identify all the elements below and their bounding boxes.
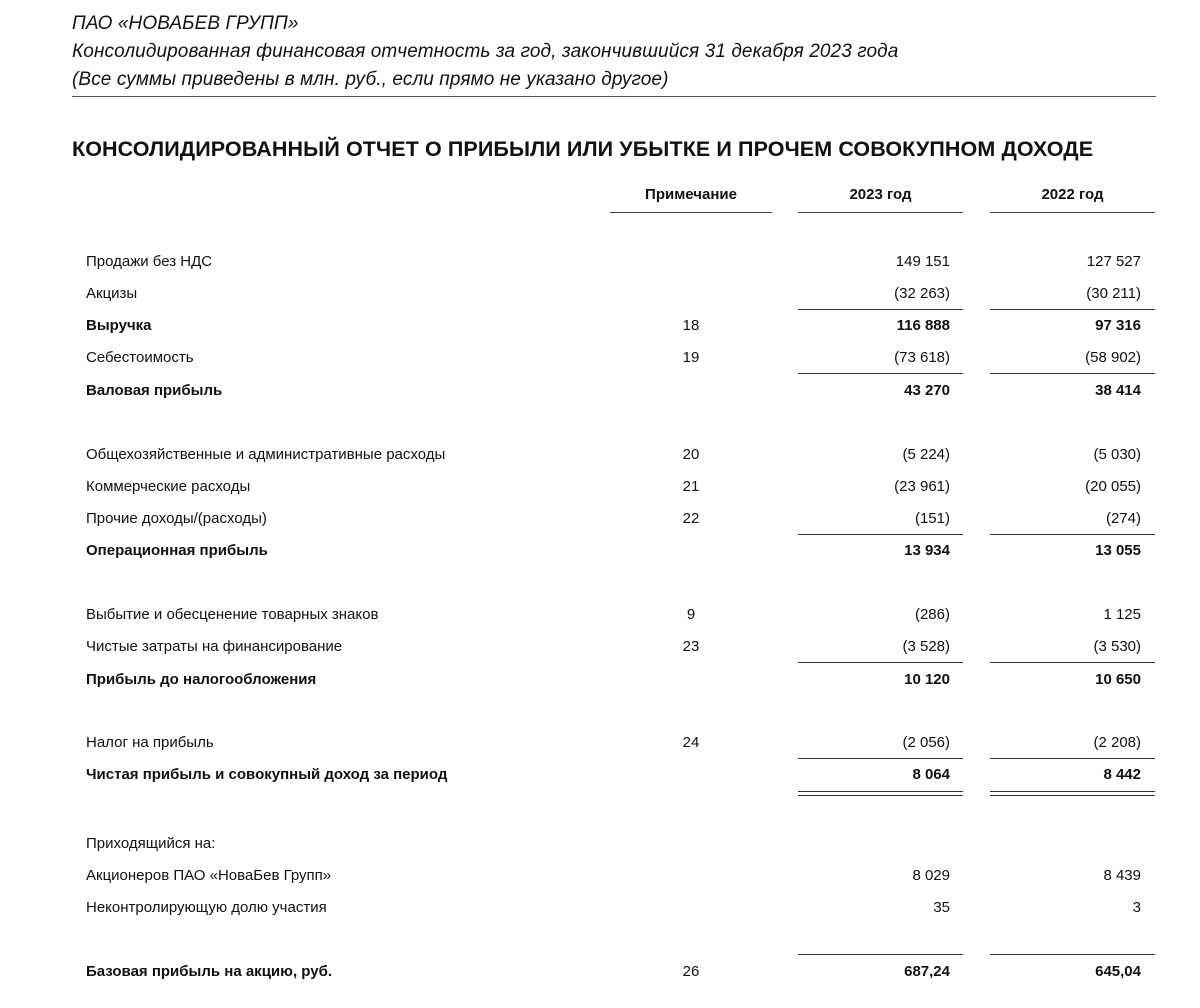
subtotal-rule xyxy=(798,758,963,759)
value-2022: 127 527 xyxy=(1086,253,1141,270)
table-row xyxy=(0,896,1200,920)
column-header-note: Примечание xyxy=(645,186,737,203)
value-2022: (58 902) xyxy=(1085,349,1141,366)
value-2023: (151) xyxy=(914,510,950,527)
value-2022: 97 316 xyxy=(1095,317,1141,334)
row-label: Базовая прибыль на акцию, руб. xyxy=(86,963,333,980)
row-note: 19 xyxy=(682,349,700,366)
total-double-rule xyxy=(798,795,963,796)
value-2022: 8 439 xyxy=(1103,867,1141,884)
table-row xyxy=(0,603,1200,627)
header-divider xyxy=(72,96,1156,97)
table-row xyxy=(0,282,1200,306)
row-label: Акционеров ПАО «НоваБев Групп» xyxy=(86,867,332,884)
document-header xyxy=(72,10,1156,94)
value-2023: 8 029 xyxy=(912,867,950,884)
table-row xyxy=(0,539,1200,563)
row-note: 20 xyxy=(682,446,700,463)
total-double-rule xyxy=(990,791,1155,792)
row-note: 9 xyxy=(686,606,696,623)
column-header-rule xyxy=(798,212,963,213)
table-row xyxy=(0,379,1200,403)
value-2022: 645,04 xyxy=(1095,963,1141,980)
row-note: 18 xyxy=(682,317,700,334)
value-2022: 38 414 xyxy=(1095,382,1141,399)
value-2022: (3 530) xyxy=(1093,638,1141,655)
row-note: 22 xyxy=(682,510,700,527)
value-2023: 10 120 xyxy=(904,671,950,688)
table-row xyxy=(0,507,1200,531)
value-2022: (20 055) xyxy=(1085,478,1141,495)
subtotal-rule xyxy=(798,534,963,535)
value-2022: 13 055 xyxy=(1095,542,1141,559)
value-2023: 13 934 xyxy=(904,542,950,559)
total-double-rule xyxy=(798,791,963,792)
value-2022: 8 442 xyxy=(1103,766,1141,783)
row-note: 26 xyxy=(682,963,700,980)
row-label: Операционная прибыль xyxy=(86,542,268,559)
value-2023: (32 263) xyxy=(894,285,950,302)
units-note: (Все суммы приведены в млн. руб., если прямо не указано другое) xyxy=(72,69,669,90)
row-label: Налог на прибыль xyxy=(86,734,214,751)
table-row xyxy=(0,443,1200,467)
row-label: Выручка xyxy=(86,317,152,334)
row-label: Чистая прибыль и совокупный доход за период xyxy=(86,766,448,783)
total-double-rule xyxy=(990,795,1155,796)
subtotal-rule xyxy=(798,954,963,955)
row-label: Акцизы xyxy=(86,285,138,302)
value-2023: 8 064 xyxy=(912,766,950,783)
row-label: Общехозяйственные и административные расходы xyxy=(86,446,446,463)
value-2023: 687,24 xyxy=(904,963,950,980)
column-header-rule xyxy=(610,212,772,213)
table-row xyxy=(0,475,1200,499)
value-2022: (5 030) xyxy=(1093,446,1141,463)
row-label: Валовая прибыль xyxy=(86,382,223,399)
value-2023: 43 270 xyxy=(904,382,950,399)
subtotal-rule xyxy=(990,373,1155,374)
value-2022: (274) xyxy=(1105,510,1141,527)
table-row xyxy=(0,832,1200,856)
subtotal-rule xyxy=(798,309,963,310)
subtotal-rule xyxy=(798,662,963,663)
table-row xyxy=(0,763,1200,787)
value-2022: (30 211) xyxy=(1086,285,1141,302)
row-label: Неконтролирующую долю участия xyxy=(86,899,327,916)
value-2023: 35 xyxy=(933,899,950,916)
table-row xyxy=(0,250,1200,274)
value-2022: 1 125 xyxy=(1103,606,1141,623)
row-label: Продажи без НДС xyxy=(86,253,213,270)
value-2022: (2 208) xyxy=(1093,734,1141,751)
value-2022: 3 xyxy=(1132,899,1141,916)
table-row xyxy=(0,346,1200,370)
subtotal-rule xyxy=(990,758,1155,759)
value-2022: 10 650 xyxy=(1095,671,1141,688)
value-2023: (2 056) xyxy=(902,734,950,751)
column-header-2022: 2022 год xyxy=(1041,186,1104,203)
value-2023: 116 888 xyxy=(896,317,950,334)
value-2023: (3 528) xyxy=(902,638,950,655)
report-title: Консолидированная финансовая отчетность за год, закончившийся 31 декабря 2023 года xyxy=(72,41,899,62)
value-2023: (73 618) xyxy=(894,349,950,366)
row-label: Себестоимость xyxy=(86,349,194,366)
row-note: 21 xyxy=(682,478,700,495)
table-row xyxy=(0,635,1200,659)
row-note: 23 xyxy=(682,638,700,655)
statement-title: КОНСОЛИДИРОВАННЫЙ ОТЧЕТ О ПРИБЫЛИ ИЛИ УБЫТКЕ И ПРОЧЕМ СОВОКУПНОМ ДОХОДЕ xyxy=(72,137,1094,161)
company-name: ПАО «НОВАБЕВ ГРУПП» xyxy=(72,13,299,34)
table-row xyxy=(0,668,1200,692)
row-label: Приходящийся на: xyxy=(86,835,216,852)
value-2023: (5 224) xyxy=(902,446,950,463)
column-header-2023: 2023 год xyxy=(849,186,912,203)
row-label: Чистые затраты на финансирование xyxy=(86,638,343,655)
subtotal-rule xyxy=(990,309,1155,310)
value-2023: 149 151 xyxy=(895,253,950,270)
subtotal-rule xyxy=(798,373,963,374)
row-label: Прочие доходы/(расходы) xyxy=(86,510,267,527)
subtotal-rule xyxy=(990,954,1155,955)
subtotal-rule xyxy=(990,662,1155,663)
row-note: 24 xyxy=(682,734,700,751)
table-row xyxy=(0,864,1200,888)
column-header-rule xyxy=(990,212,1155,213)
table-row xyxy=(0,314,1200,338)
value-2023: (23 961) xyxy=(894,478,950,495)
row-label: Прибыль до налогообложения xyxy=(86,671,317,688)
table-row xyxy=(0,731,1200,755)
row-label: Выбытие и обесценение товарных знаков xyxy=(86,606,379,623)
row-label: Коммерческие расходы xyxy=(86,478,251,495)
table-row xyxy=(0,960,1200,984)
value-2023: (286) xyxy=(914,606,950,623)
subtotal-rule xyxy=(990,534,1155,535)
